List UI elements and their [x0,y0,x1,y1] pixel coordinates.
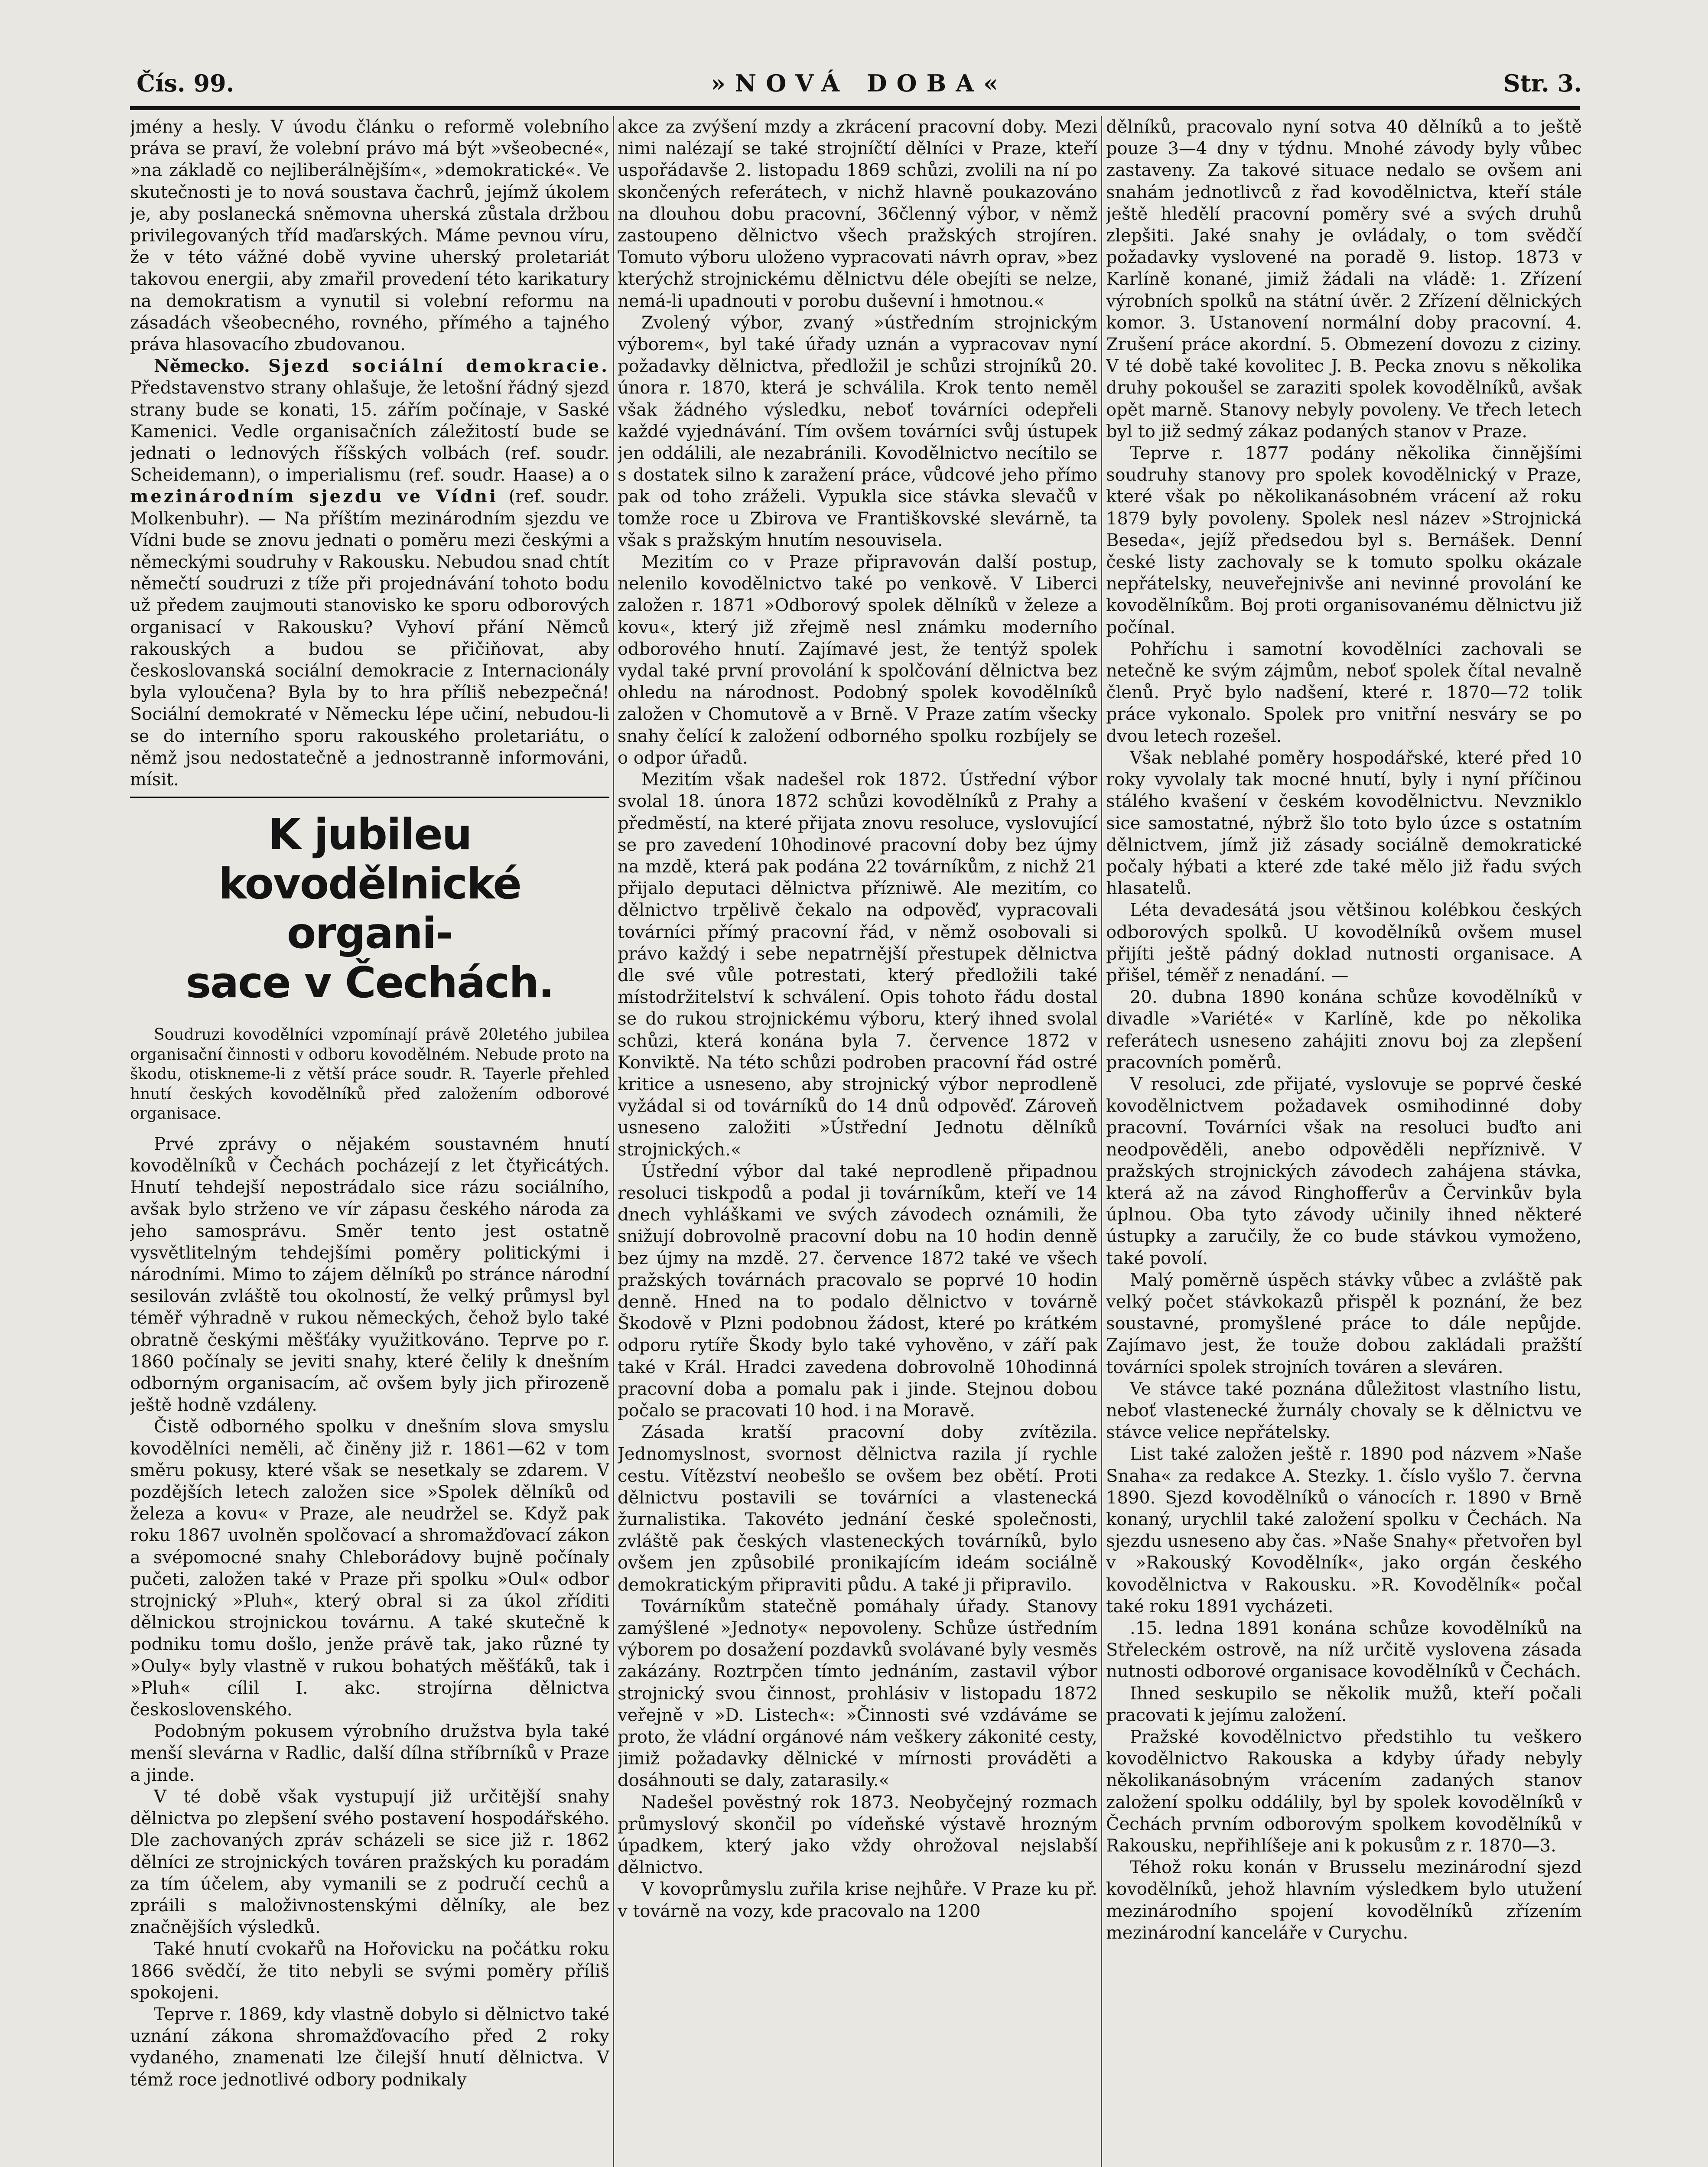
column-3 [1106,116,1582,2167]
paragraph: Ústřední výbor dal také neprodleně připadnou resoluci tiskpodů a podal ji továrníkům, kteří ve 14 dnech vyhláškami ve svých závodech oznámili, že snižují dobrovolně pracovní dobu na 10 hodin denně bez újmy na mzdě. 27. července 1872 také ve všech pražských továrnách pracovalo se poprvé 10 hodin denně. Hned na to podalo dělnictvo v továrně Škodově v Plzni podobnou žádost, které po krátkém odporu rytíře Škody bylo také vyhověno, v září pak také v Král. Hradci zavedena dobrovolně 10hodinná pracovní doba a pomalu pak i jinde. Stejnou dobou počalo se pracovati 10 hod. i na Moravě. [618,1161,1097,1421]
paragraph: .15. ledna 1891 konána schůze kovodělníků na Střeleckém ostrově, na níž určitě vyslovena zásada nutnosti odborové organisace kovodělníků v Čechách. [1106,1618,1582,1682]
section-label: Německo. [154,356,250,377]
paragraph: Ve stávce také poznána důležitost vlastního listu, neboť vlastenecké žurnály chovaly se k dělnictvu ve stávce velice nepřátelsky. [1106,1379,1582,1443]
headline-line-1: K jubileu kovodělnické organi- [218,810,521,959]
paragraph: Téhož roku konán v Brusselu mezinárodní sjezd kovodělníků, jehož hlavním výsledkem bylo utužení mezinárodního spojení kovodělníků zřízením mezinárodní kanceláře v Curychu. [1106,1858,1582,1943]
issue-number: Čís. 99. [137,69,234,97]
paragraph: Prvé zprávy o nějakém soustavném hnutí kovodělníků v Čechách pocházejí z let čtyřicátých. Hnutí tehdejší nepostrádalo sice rázu sociálního, avšak bylo strženo ve vír zápasu českého národa za jeho samosprávu. Směr tento jest ostatně vysvětlitelným tehdejšími poměry politickými i národními. Mimo to zájem dělníků po stránce národní sesilován zvláště tou okolností, že velký průmysl byl téměř výhradně v rukou německých, čehož bylo také obratně českými měšťáky využitkováno. Teprve po r. 1860 počínaly se jeviti snahy, které čelily k dnešním odborným organisacím, ač ovšem byly jich přirozeně ještě hodně vzdáleny. [130,1134,609,1415]
paragraph: Pohříchu i samotní kovodělníci zachovali se netečně ke svým zájmům, neboť spolek čítal nevalně členů. Pryč bylo nadšení, které r. 1870—72 tolik práce vykonalo. Spolek pro vnitřní nesváry se po dvou letech rozešel. [1106,639,1582,746]
paragraph: V resoluci, zde přijaté, vyslovuje se poprvé české kovodělnictvem požadavek osmihodinné doby pracovní. Továrníci však na resoluci buďto ani neodpověděli, anebo odpověděli nepříznivě. V pražských strojnických závodech zahájena stávka, která až na závod Ringhofferův a Červinkův byla úplnou. Oba tyto závody učinily ihned některé ústupky a zaručily, že co bude stávkou vymoženo, také povolí. [1106,1074,1582,1269]
column-2 [618,116,1097,2167]
paragraph: Teprve r. 1877 podány několika činnějšími soudruhy stanovy pro spolek kovodělnický v Praze, které však po několikanásobném vrácení až roku 1879 byly povoleny. Spolek nesl název »Strojnická Beseda«, jejíž předsedou byl s. Bernášek. Denní české listy zachovaly se k tomuto spolku okázale nepřátelsky, neuveřejnivše ani nevinné provolání ke kovodělníkům. Boj proti organisovanému dělnictvu již počínal. [1106,443,1582,638]
paragraph: List také založen ještě r. 1890 pod názvem »Naše Snaha« za redakce A. Stezky. 1. číslo vyšlo 7. června 1890. Sjezd kovodělníků o vánocích r. 1890 v Brně konaný, urychlil také založení spolku v Čechách. Na sjezdu usneseno aby čas. »Naše Snahy« přetvořen byl v »Rakouský Kovodělník«, jako orgán českého kovodělnictva v Rakousku. »R. Kovodělník« počal také roku 1891 vycházeti. [1106,1444,1582,1617]
paragraph: Zásada kratší pracovní doby zvítězila. Jednomyslnost, svornost dělnictva razila jí rychle cestu. Vítězství neobešlo se ovšem bez obětí. Proti dělnictvu postavili se továrníci a vlastenecká žurnalistika. Takovéto jednání české společnosti, zvláště pak českých vlasteneckých továrníků, bylo ovšem jen způsobilé pronikajícím ideám sociálně demokratickým připraviti půdu. A také ji připravilo. [618,1422,1097,1595]
paragraph: Čistě odborného spolku v dnešním slova smyslu kovodělníci neměli, ač činěny již r. 1861—62 v tom směru pokusy, které však se nesetkaly se zdarem. V pozdějších letech založen sice »Spolek dělníků od železa a kovu« v Praze, ale neudržel se. Když pak roku 1867 uvolněn spolčovací a shromažďovací zákon a svépomocné snahy Chleborádovy bujně počínaly pučeti, založen také v Praze při spolku »Oul« odbor strojnický »Pluh«, který obral si za úkol zříditi dělnickou strojnickou továrnu. A také skutečně k podniku tomu došlo, jenže právě tak, jako různé ty »Ouly« byly vlastně v rukou bohatých měšťáků, tak i »Pluh« cílil I. akc. strojírna dělnictva československého. [130,1417,609,1720]
paragraph: Mezitím však nadešel rok 1872. Ústřední výbor svolal 18. února 1872 schůzi kovodělníků z Prahy a předměstí, na které přijata znovu resoluce, vyslovující se pro zavedení 10hodinové pracovní doby bez újmy na mzdě, která pak podána 22 továrníkům, z nichž 21 přijalo deputaci dělnictva přízniwě. Ale mezitím, co dělnictvo trpělivě čekalo na odpověď, vypracovali továrníci přímý pracovní řád, v němž osobovali si právo každý i sebe nepatrnější přestupek dělnictva dle své vůle potrestati, který předložili také místodržitelství k schválení. Opis tohoto řádu dostal se do rukou strojnickému výboru, který ihned svolal schůzi, která konána byla 7. července 1872 v Konviktě. Na této schůzi podroben pracovní řád ostré kritice a usneseno, aby strojnický výbor neprodleně vyžádal si od továrníků do 14 dnů odpověď. Zároveň usneseno založiti »Ústřední Jednotu dělníků strojnických.« [618,770,1097,1160]
paragraph: Nadešel pověstný rok 1873. Neobyčejný rozmach průmyslový skončil po vídeňské výstavě hrozným úpadkem, který jako vždy ohrožoval nejslabší dělnictvo. [618,1792,1097,1878]
column-1 [130,116,609,2167]
header-rule [130,106,1580,110]
paragraph: Však neblahé poměry hospodářské, které před 10 roky vyvolaly tak mocné hnutí, byly i nyní příčinou stálého kvašení v českém kovodělnictvu. Nevzniklo sice samostatné, nýbrž šlo toto bylo úzce s ostatním dělnictvem, jímž již zásady sociálně demokratické počaly hýbati a které zde také mělo již řadu svých hlasatelů. [1106,748,1582,899]
paragraph: dělníků, pracovalo nyní sotva 40 dělníků a to ještě pouze 3—4 dny v týdnu. Mnohé závody byly vůbec zastaveny. Za takové situace nedalo se ovšem ani snahám jednotlivců z řad kovodělnictva, kteří stále ještě hledělí pracovní poměry své a svých druhů zlepšiti. Jaké snahy je ovládaly, o tom svědčí požadavky vyslovené na poradě 9. listop. 1873 v Karlíně konané, jimiž žádali na vládě: 1. Zřízení výrobních spolků na státní úvěr. 2 Zřízení dělnických komor. 3. Ustanovení normální doby pracovní. 4. Zrušení práce akordní. 5. Obmezení dovozu z ciziny. V té době také kovolitec J. B. Pecka znovu s několika druhy pokoušel se zaraziti spolek kovodělníků, avšak opět marně. Stanovy nebyly povoleny. Ve třech letech byl to již sedmý zákaz podaných stanov v Praze. [1106,117,1582,442]
paragraph: Továrníkům statečně pomáhaly úřady. Stanovy zamýšlené »Jednoty« nepovoleny. Schůze ústředním výborem po dosažení pozdavků svolávané byly vesměs zakázány. Roztrpčen tímto jednáním, zastavil výbor strojnický svou činnost, prohlásiv v listopadu 1872 veřejně v »D. Listech«: »Činnosti své vzdáváme se proto, že vládní orgánové nám veškery zákonité cesty, jimiž požadavky dělnické v mírnosti prováděti a dosáhnouti se daly, zatarasily.« [618,1596,1097,1791]
paragraph-germany [130,355,609,791]
masthead-title: »NOVÁ DOBA« [711,69,1008,97]
page-header [137,65,1582,104]
paragraph: Zvolený výbor, zvaný »ústředním strojnickým výborem«, byl také úřady uznán a vypracovav nyní požadavky dělnictva, předložil je schůzi strojníků 20. února r. 1870, která je schválila. Krok tento neměl však žádného výsledku, neboť továrníci odepřeli každé vyjednávání. Tím ovšem továrníci svůj ústupek jen oddálili, ale nezabránili. Kovodělnictvo necítilo se s dostatek silno k zaražení práce, vůdcové jeho přímo pak od toho zráželi. Vypukla sice stávka slevačů v tomže roce u Zbirova ve Františkovské slevárně, ta však s pražským hnutím nesouvisela. [618,312,1097,550]
column-divider [613,116,614,2167]
column-divider [1101,116,1102,2167]
paragraph: Léta devadesátá jsou většinou kolébkou českých odborových spolků. U kovodělníků ovšem musel přijíti ještě pádný doklad nutnosti organisace. A přišel, téměř z nenadání. — [1106,900,1582,986]
paragraph: Mezitím co v Praze připravován další postup, nelenilo kovodělnictvo také po venkově. V Liberci založen r. 1871 »Odborový spolek dělníků v železe a kovu«, který již zřejmě nesl známku moderního odborového hnutí. Zajímavé jest, že tentýž spolek vydal také první provolání k spolčování dělnictva bez ohledu na národnost. Podobný spolek kovodělníků založen v Chomutově a v Brně. V Praze zatím všecky snahy čelící k založení odborného spolku rozbíjely se o odpor úřadů. [618,552,1097,768]
paragraph: V té době však vystupují již určitější snahy dělnictva po zlepšení svého postavení hospodářského. Dle zachovaných zpráv scházeli se sice již r. 1862 dělníci ze strojnických továren pražských ku poradám za tím účelem, aby vymanili se z područí cechů a zpráili s maloživnostenskými dělníky, ale bez značnějších výsledků. [130,1786,609,1938]
emphasis: mezinárodním sjezdu ve Vídni [130,486,498,507]
paragraph: V kovoprůmyslu zuřila krise nejhůře. V Praze ku př. v továrně na vozy, kde pracovalo na 1200 [618,1879,1097,1921]
paragraph: Ihned seskupilo se několik mužů, kteří počali pracovati k jejímu založení. [1106,1683,1582,1725]
paragraph: Teprve r. 1869, kdy vlastně dobylo si dělnictvo také uznání zákona shromažďovacího před 2 roky vydaného, znamenati lze čilejší hnutí dělnictva. V témž roce jednotlivé odbory podnikaly [130,2004,609,2090]
paragraph: Pražské kovodělnictvo předstihlo tu veškero kovodělnictvo Rakouska a kdyby úřady nebyly několikanásobným vrácením zadaných stanov založení spolku oddálily, byl by spolek kovodělníků v Čechách prvním odborovým spolkem kovodělníků v Rakousku, nepřihlíšeje ani k pokusům z r. 1870—3. [1106,1727,1582,1856]
article-lead: Soudruzi kovodělníci vzpomínají právě 20letého jubilea organisační činnosti v odboru kovodělném. Nebude proto na škodu, otiskneme-li z větší práce soudr. R. Tayerle přehled hnutí českých kovodělníků před založením odborové organisace. [130,1026,609,1123]
paragraph: Malý poměrně úspěch stávky vůbec a zvláště pak velký počet stávkokazů přispěl k poznání, že bez soustavné, promyšlené práce to dále nepůjde. Zajímavo jest, že touže dobou zakládali pražští továrníci spolek strojních továren a sleváren. [1106,1270,1582,1377]
paragraph-text: (ref. soudr. Molkenbuhr). — Na příštím mezinárodním sjezdu ve Vídni bude se znovu jednati o poměru mezi českými a německými soudruhy v Rakousku. Nebudou snad chtít němečtí soudruzi z tíže při projednávání tohoto bodu už předem zaujmouti stanovisko ke sporu odborových organisací v Rakousku? Vyhoví přání Němců rakouských a budou se přičiňovat, aby českoslovanská sociální demokracie z Internacionály byla vyloučena? Byla by to hra příliš nebezpečná! Sociální demokraté v Německu lépe učiní, nebudou-li se do interního sporu rakouského proletariátu, o němž jsou nedostatečně a jednostranně informováni, mísit. [130,487,609,790]
section-subhead: Sjezd sociální demokracie. [268,356,609,377]
section-rule [130,797,609,798]
article-headline [130,810,609,1008]
headline-line-2: sace v Čechách. [185,958,554,1008]
paragraph-text: Představenstvo strany ohlašuje, že letošní řádný sjezd strany bude se konati, 15. zářím počínaje, v Saské Kamenici. Vedle organisačních záležitostí bude se jednati o lednových říšských volbách (ref. soudr. Scheidemann), o imperialismu (ref. soudr. Haase) a o [130,378,609,485]
paragraph: Podobným pokusem výrobního družstva byla také menší slevárna v Radlic, další dílna stříbrníků v Praze a jinde. [130,1721,609,1785]
paragraph: akce za zvýšení mzdy a zkrácení pracovní doby. Mezi nimi nalézají se také strojníčtí dělníci v Praze, kteří uspořádavše 2. listopadu 1869 schůzi, zvolili na ní po skončených referátech, v nichž hlavně poukazováno na dlouhou dobu pracovní, 36členný výbor, v němž zastoupeno dělnictvo všech pražských strojíren. Tomuto výboru uloženo vypracovati návrh oprav, »bez kterýchž strojnickému dělnictvu déle obejíti se nelze, nemá-li upadnouti v porobu duševní i hmotnou.« [618,117,1097,311]
page-number: Str. 3. [1503,69,1582,97]
paragraph: Také hnutí cvokařů na Hořovicku na počátku roku 1866 svědčí, že tito nebyli se svými poměry příliš spokojeni. [130,1939,609,2003]
paragraph: jmény a hesly. V úvodu článku o reformě volebního práva se praví, že volební právo má být »všeobecné«, »na základě co nejliberálnějším«, »demokratické«. Ve skutečnosti je to nová soustava čachrů, jejímž úkolem je, aby poslanecká sněmovna uherská zůstala držbou privilegovaných tříd maďarských. Máme pevnou víru, že v této vážné době vyvine uherský proletariát takovou energii, aby zmařil provedení této karikatury na demokratism a vynutil si volební reformu na zásadách všeobecného, rovného, přímého a tajného práva hlasovacího zbudovanou. [130,117,609,355]
paragraph: 20. dubna 1890 konána schůze kovodělníků v divadle »Variété« v Karlíně, kde po několika referátech usneseno zahájiti znovu boj za zlepšení pracovních poměrů. [1106,987,1582,1073]
